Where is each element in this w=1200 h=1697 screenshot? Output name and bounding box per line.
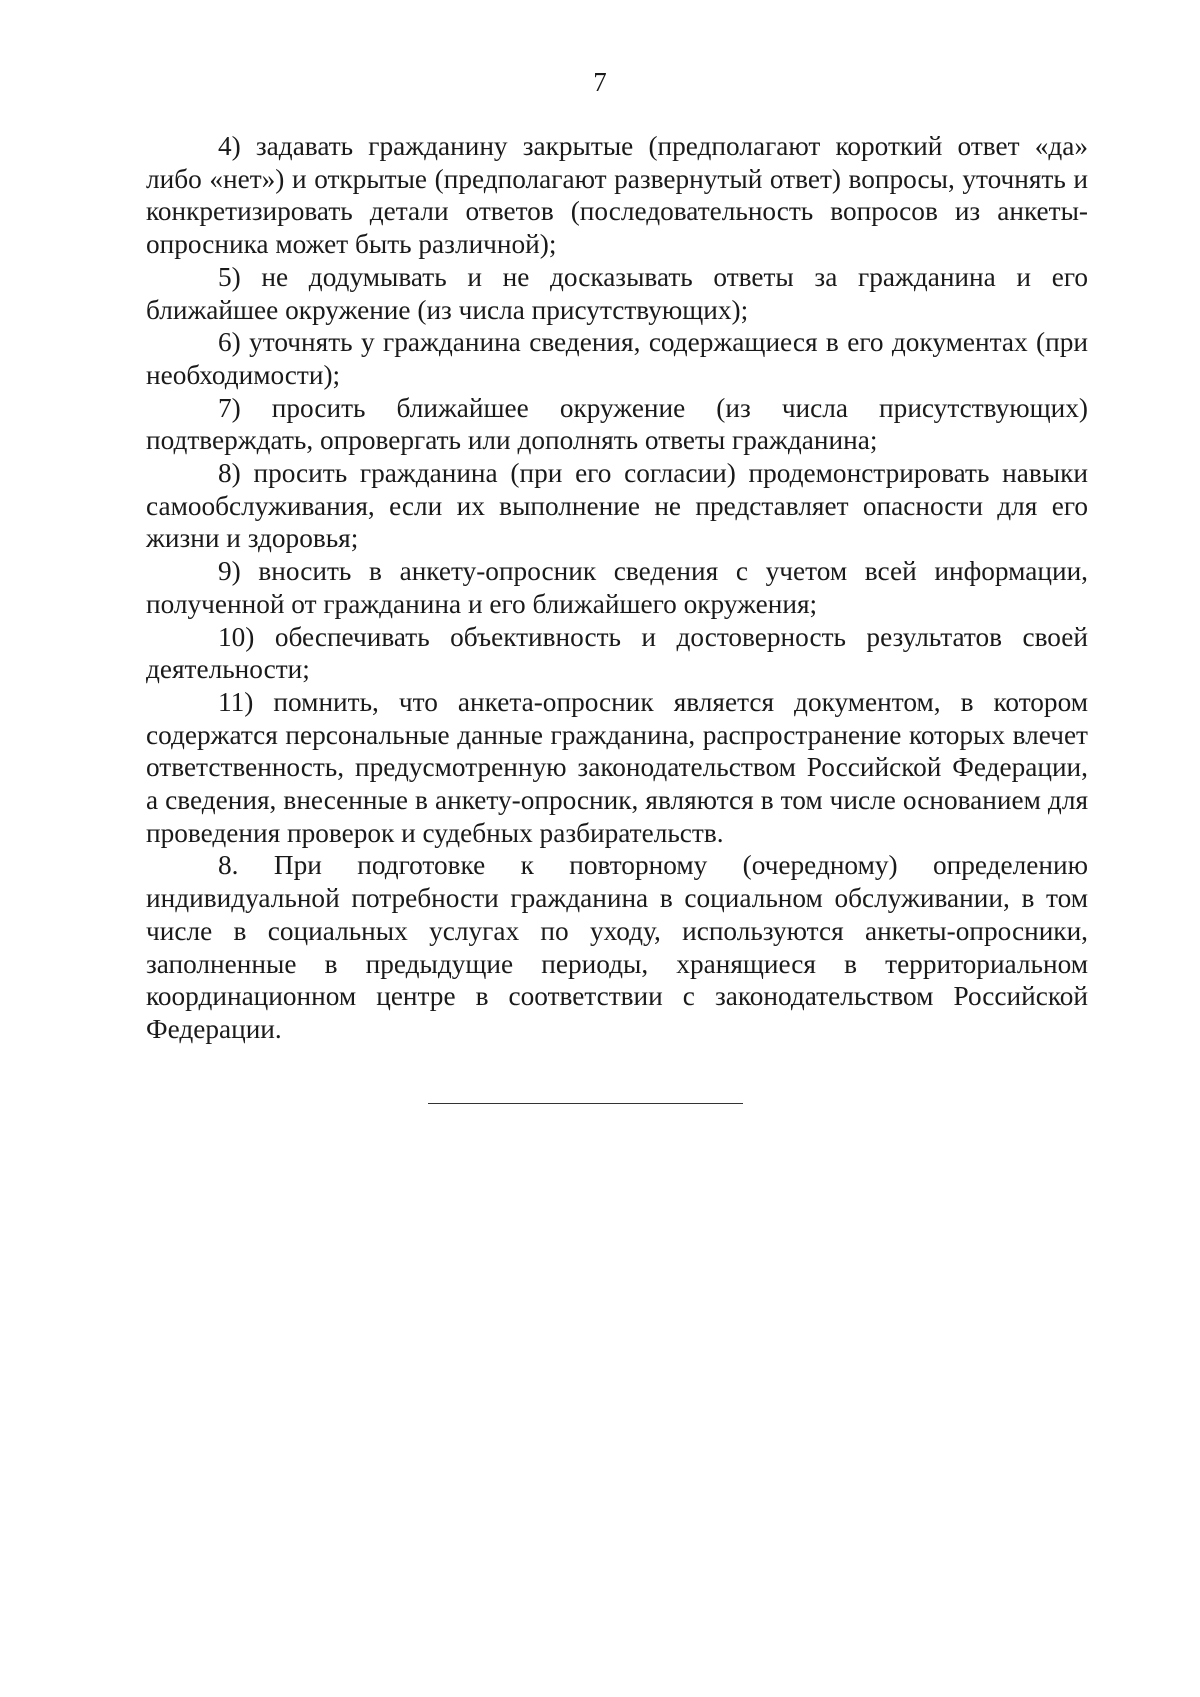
list-item: 4) задавать гражданину закрытые (предполагают короткий ответ «да» либо «нет») и открытые (предполагают развернутый ответ) вопросы, уточнять и конкретизировать детали ответов (последовательность вопросов из анкеты-опросника может быть различной); [146,131,1088,260]
end-separator-line [428,1103,743,1104]
list-item: 9) вносить в анкету-опросник сведения с учетом всей информации, полученной от гражданина и его ближайшего окружения; [146,556,1088,619]
page-number: 7 [593,67,607,97]
list-item: 6) уточнять у гражданина сведения, содержащиеся в его документах (при необходимости); [146,327,1088,390]
document-body [146,130,1088,1046]
list-item: 11) помнить, что анкета-опросник является документом, в котором содержатся персональные данные гражданина, распространение которых влечет ответственность, предусмотренную законодательством Российской Федерации, а сведения, внесенные в анкету-опросник, являются в том числе основанием для проведения проверок и судебных разбирательств. [146,686,1088,848]
list-item: 10) обеспечивать объективность и достоверность результатов своей деятельности; [146,621,1088,685]
section-paragraph: 8. При подготовке к повторному (очередному) определению индивидуальной потребности гражданина в социальном обслуживании, в том числе в социальных услугах по уходу, используются анкеты-опросники, заполненные в предыдущие периоды, хранящиеся в территориальном координационном центре в соответствии с законодательством Российской Федерации. [146,850,1088,1044]
list-item: 8) просить гражданина (при его согласии) продемонстрировать навыки самообслуживания, если их выполнение не представляет опасности для его жизни и здоровья; [146,458,1088,554]
list-item: 7) просить ближайшее окружение (из числа присутствующих) подтверждать, опровергать или дополнять ответы гражданина; [146,392,1088,456]
list-item: 5) не додумывать и не досказывать ответы за гражданина и его ближайшее окружение (из числа присутствующих); [146,261,1088,325]
